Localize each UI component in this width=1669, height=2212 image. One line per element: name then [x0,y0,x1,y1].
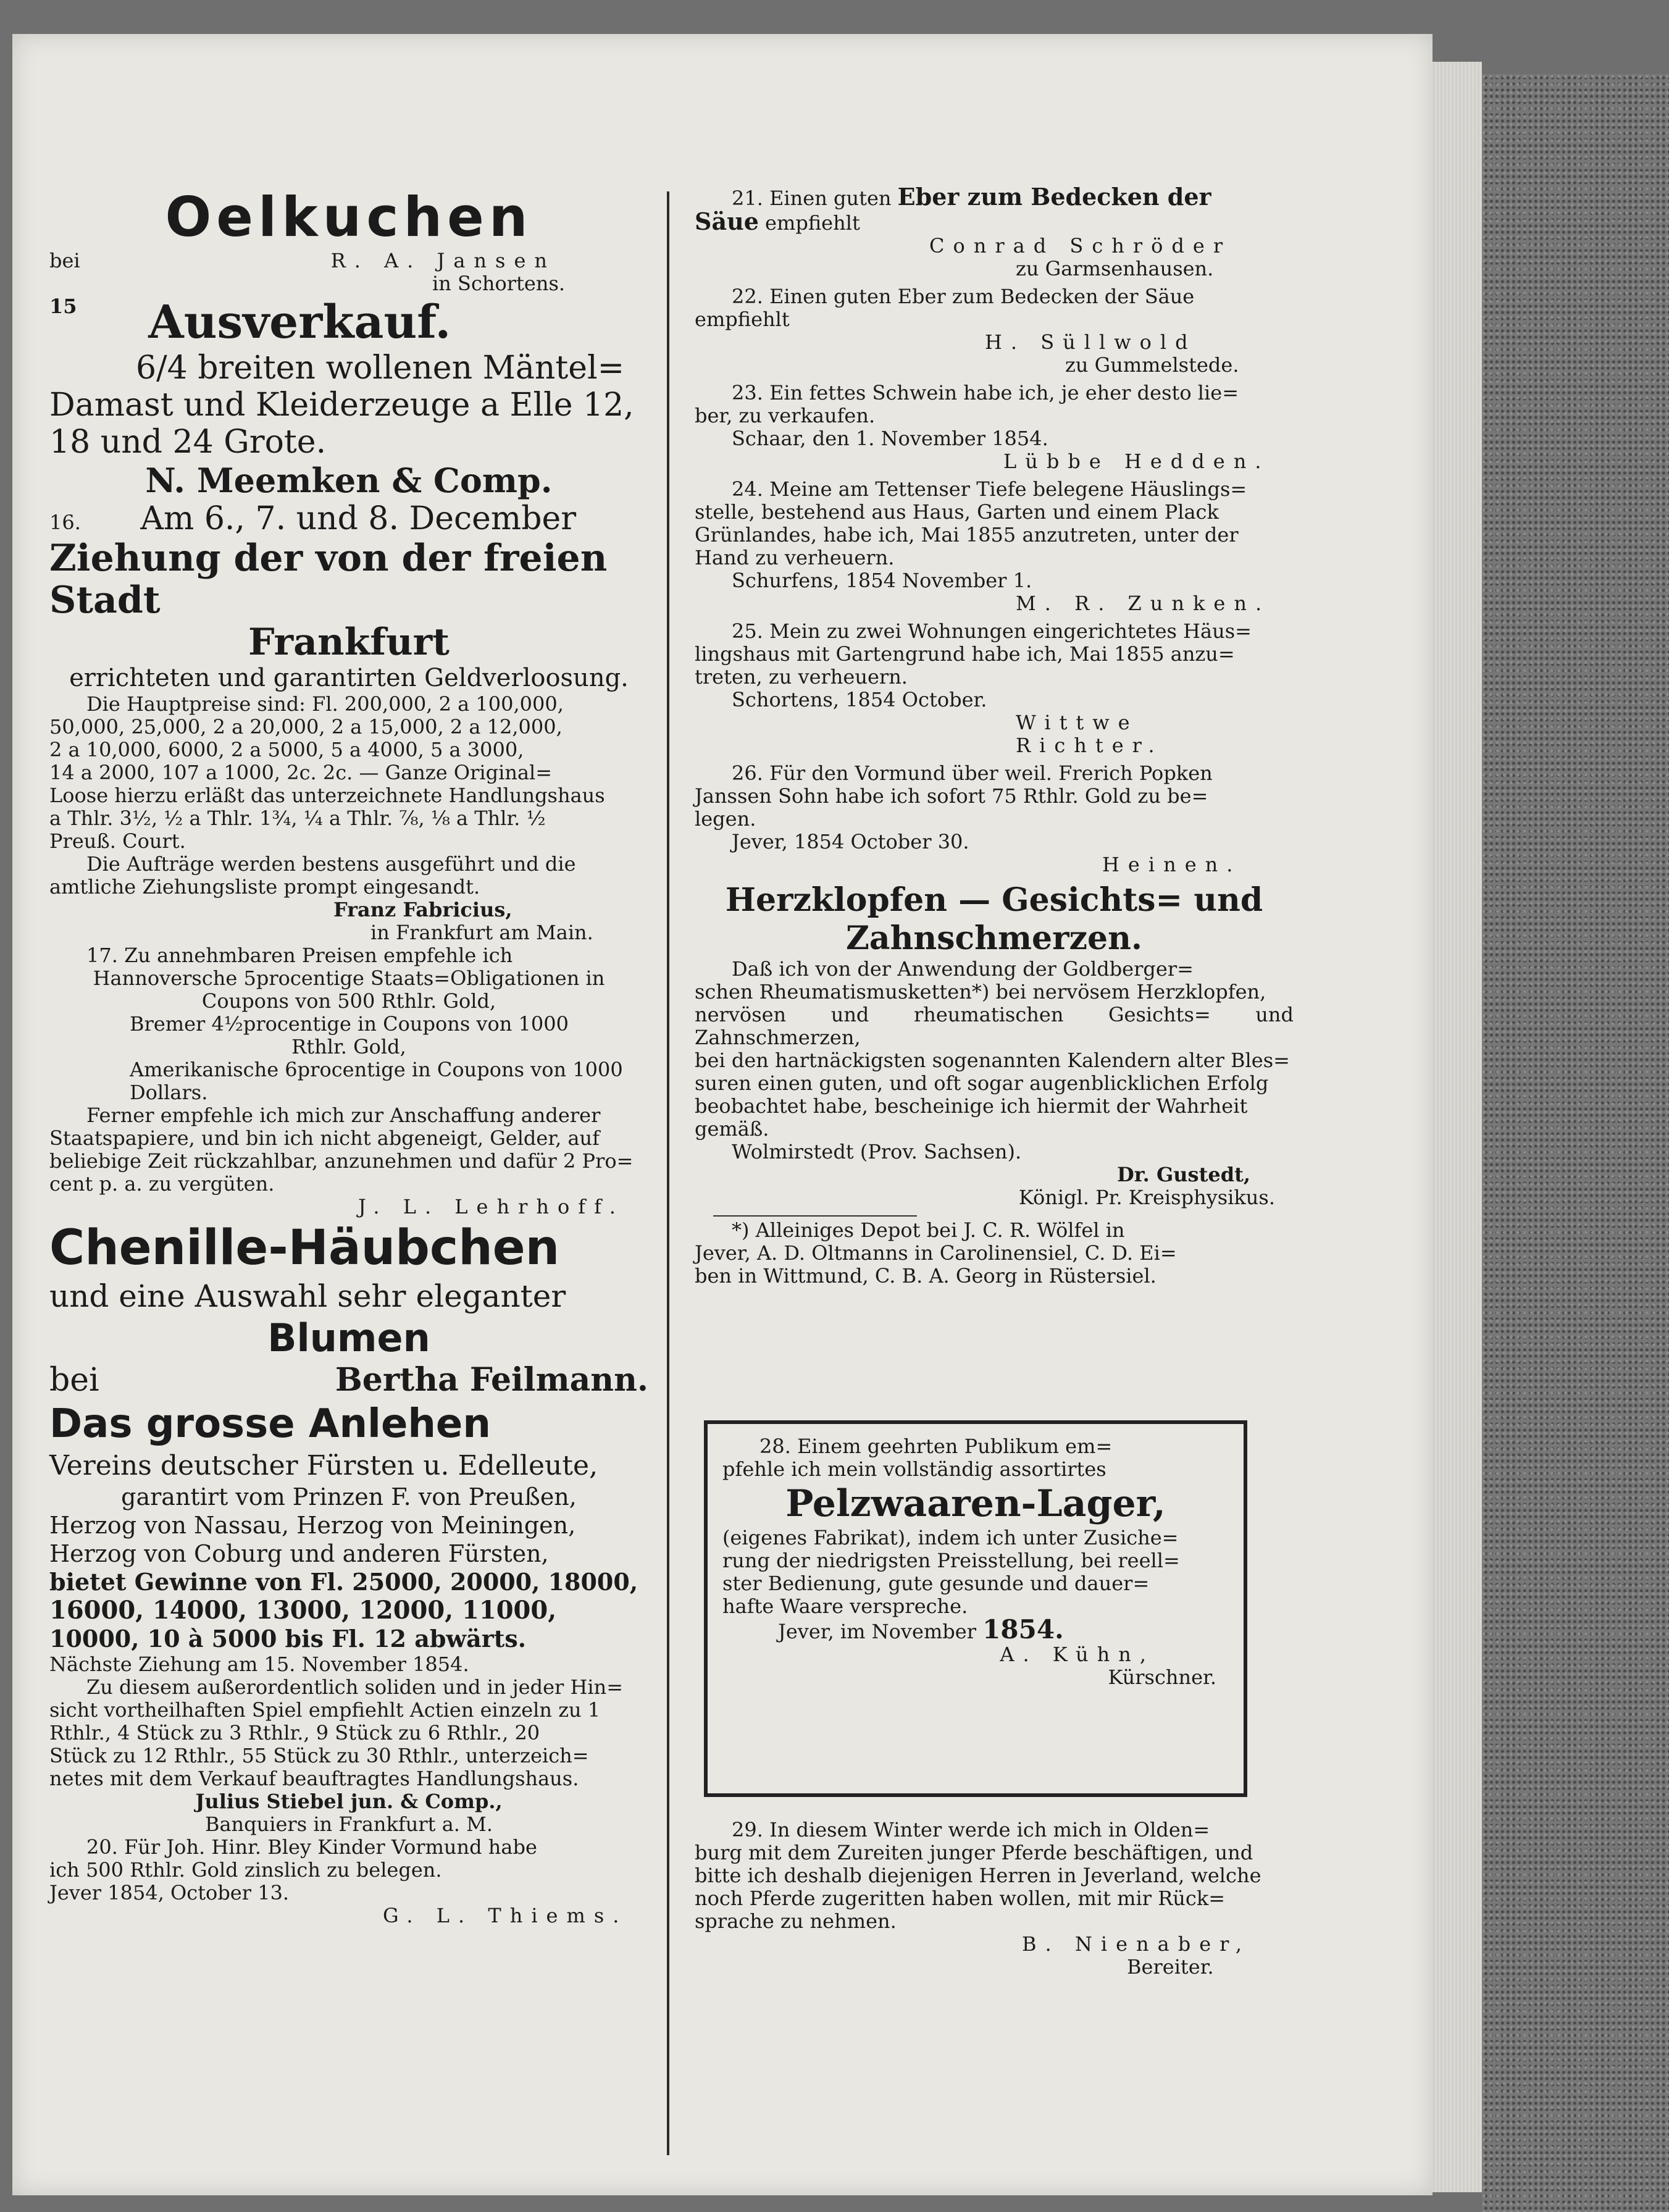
ad-text: nervösen und rheumatischen Gesichts= und Zahnschmerzen, [695,1003,1294,1049]
ad-text: bietet Gewinne von Fl. 25000, 20000, 18000, [49,1568,638,1596]
ad-text: gemäß. [695,1117,769,1141]
ad-bereiter [695,1819,1294,1979]
ad-text: treten, zu verheuern. [695,665,908,689]
ad-signature: Heinen. [1102,853,1242,876]
footnote: Jever, A. D. Oltmanns in Carolinensiel, C. D. Ei= [695,1241,1177,1265]
column-divider [667,191,669,2155]
ad-text: Hand zu verheuern. [695,546,895,569]
ad-place: Banquiers in Frankfurt a. M. [204,1812,493,1836]
ad-text: 29. In diesem Winter werde ich mich in Olden= [732,1818,1210,1841]
ad-text: 20. Für Joh. Hinr. Bley Kinder Vormund habe [86,1835,537,1859]
ad-text: suren einen guten, und oft sogar augenblicklichen Erfolg [695,1071,1269,1095]
ad-text: Jever, im November [778,1620,976,1643]
ad-title: Pelzwaaren-Lager, [785,1482,1166,1525]
ad-text: Zu diesem außerordentlich soliden und in jeder Hin= [86,1675,624,1699]
ad-text: Jever, 1854 October 30. [732,830,969,853]
ad-number: 16. [49,511,81,534]
ad-text: Grünlandes, habe ich, Mai 1855 anzutreten, unter der [695,523,1239,547]
ad-text: beliebige Zeit rückzahlbar, anzunehmen und dafür 2 Pro= [49,1149,634,1173]
ad-text: Janssen Sohn habe ich sofort 75 Rthlr. Gold zu be= [695,784,1208,808]
ad-signature: A. Kühn, [1000,1643,1155,1666]
ad-text: 23. Ein fettes Schwein habe ich, je eher desto lie= [732,381,1239,404]
footnote: ben in Wittmund, C. B. A. Georg in Rüstersiel. [695,1264,1157,1288]
ad-signature: Julius Stiebel jun. & Comp., [195,1790,503,1813]
ad-title: Das grosse Anlehen [49,1401,491,1447]
ad-text: und eine Auswahl sehr eleganter [49,1278,566,1314]
ad-place: in Schortens. [432,272,566,295]
ad-text: bei [49,249,80,272]
ad-text: Damast und Kleiderzeuge a Elle 12, [49,387,634,424]
ad-signature: Franz Fabricius, [333,898,512,921]
ad-title: Ausverkauf. [148,296,451,349]
ad-text: Die Aufträge werden bestens ausgeführt und die [86,852,576,876]
ad-text: 25. Mein zu zwei Wohnungen eingerichtetes Häus= [732,619,1252,643]
footnote: *) Alleiniges Depot bei J. C. R. Wölfel in [732,1218,1125,1242]
ad-text: burg mit dem Zureiten junger Pferde beschäftigen, und [695,1841,1253,1864]
ad-text: lingshaus mit Gartengrund habe ich, Mai 1855 anzu= [695,642,1235,666]
ad-pelzwaaren-box [704,1420,1247,1797]
ad-text: Jever 1854, October 13. [49,1881,290,1904]
ad-eber-schroeder [695,185,1294,280]
left-column [49,185,648,1927]
ad-text: amtliche Ziehungsliste prompt eingesandt. [49,875,480,899]
ad-text: Säue [695,207,759,235]
ad-title: Oelkuchen [165,185,533,249]
ad-signature: M. R. Zunken. [1016,592,1271,615]
ad-anlehen [49,1399,648,1836]
ad-signature: R. A. Jansen [330,249,556,272]
ad-text: cent p. a. zu vergüten. [49,1172,275,1196]
ad-text: Stück zu 12 Rthlr., 55 Stück zu 30 Rthlr., unterzeich= [49,1744,589,1767]
ad-text: Hannoversche 5procentige Staats=Obligationen in [93,966,605,990]
ad-subtitle: Vereins deutscher Fürsten u. Edelleute, [49,1450,598,1481]
ad-text: hafte Waare verspreche. [722,1594,968,1618]
ad-text: Nächste Ziehung am 15. November 1854. [49,1653,469,1676]
ad-text: 28. Einem geehrten Publikum em= [759,1435,1113,1458]
ad-text: Eber zum Bedecken der [897,183,1211,211]
ad-title: Zahnschmerzen. [845,920,1143,957]
ad-text: 22. Einen guten Eber zum Bedecken der Säue [732,285,1195,308]
ad-text: bitte ich deshalb diejenigen Herren in Jeverland, welche [695,1864,1261,1887]
ad-text: 17. Zu annehmbaren Preisen empfehle ich [86,944,513,967]
ad-text: Staatspapiere, und bin ich nicht abgeneigt, Gelder, auf [49,1126,600,1150]
ad-text: Wolmirstedt (Prov. Sachsen). [732,1140,1022,1163]
ad-text: Bremer 4½procentige in Coupons von 1000 [130,1012,569,1036]
ad-place: zu Gummelstede. [1065,353,1239,377]
ad-text: Herzog von Nassau, Herzog von Meiningen, [49,1512,576,1539]
ad-chenille [49,1218,648,1399]
ad-text: 50,000, 25,000, 2 a 20,000, 2 a 15,000, 2 a 12,000, [49,715,563,739]
ad-text: (eigenes Fabrikat), indem ich unter Zusiche= [722,1526,1179,1549]
page-edge [1433,62,1482,2192]
ad-text: ich 500 Rthlr. Gold zinslich zu belegen. [49,1858,442,1882]
ad-place: Königl. Pr. Kreisphysikus. [1018,1186,1275,1209]
ad-herzklopfen [695,881,1294,1288]
ad-ausverkauf [49,295,648,500]
ad-date: Am 6., 7. und 8. December [140,500,577,537]
ad-text: Rthlr., 4 Stück zu 3 Rthlr., 9 Stück zu 6 Rthlr., 20 [49,1721,540,1745]
ad-text: noch Pferde zugeritten haben wollen, mit mir Rück= [695,1887,1226,1910]
ad-text: beobachtet habe, bescheinige ich hiermit der Wahrheit [695,1094,1248,1118]
right-column [695,185,1294,1288]
book-cover [1482,74,1669,2212]
ad-signature: Conrad Schröder [929,234,1232,258]
ad-signature: J. L. Lehrhoff. [358,1195,624,1218]
ad-text: 16000, 14000, 13000, 12000, 11000, [49,1596,557,1625]
ad-text: 21. Einen guten [732,186,892,210]
ad-text: garantirt vom Prinzen F. von Preußen, [121,1483,577,1510]
ad-signature: Bertha Feilmann. [335,1361,648,1399]
ad-text: Schaar, den 1. November 1854. [732,427,1048,450]
ad-text: Daß ich von der Anwendung der Goldberger= [732,957,1194,981]
ad-eber-suellwold [695,285,1294,377]
ad-title: Herzklopfen — Gesichts= und [725,881,1263,919]
ad-signature: Lübbe Hedden. [1003,450,1270,473]
ad-title: Blumen [267,1315,430,1360]
ad-text: Amerikanische 6procentige in Coupons von 1000 [130,1058,623,1081]
ad-text: sicht vortheilhaften Spiel empfiehlt Actien einzeln zu 1 [49,1698,601,1722]
ad-place: zu Garmsenhausen. [1016,257,1214,280]
ad-text: legen. [695,807,756,831]
ad-place: in Frankfurt am Main. [370,921,593,944]
ad-text: a Thlr. 3½, ½ a Thlr. 1¾, ¼ a Thlr. ⅞, ⅛ a Thlr. ½ [49,806,546,830]
ad-text: stelle, bestehend aus Haus, Garten und einem Plack [695,500,1219,524]
ad-place: Kürschner. [1108,1665,1216,1689]
ad-text: 10000, 10 à 5000 bis Fl. 12 abwärts. [49,1625,526,1653]
ad-text: Die Hauptpreise sind: Fl. 200,000, 2 a 100,000, [86,692,564,716]
footnote-rule [713,1215,917,1217]
ad-text: ster Bedienung, gute gesunde und dauer= [722,1572,1150,1595]
ad-text: sprache zu nehmen. [695,1909,897,1933]
ad-frankfurt-lottery [49,500,648,944]
ad-year: 1854. [982,1614,1064,1644]
ad-number: 15 [49,295,77,318]
ad-subtitle: errichteten und garantirten Geldverloosung. [69,664,629,692]
ad-oelkuchen [49,185,648,295]
ad-title: Ziehung der von der freien Stadt [49,537,608,622]
ad-text: Dollars. [130,1081,208,1104]
ad-text: empfiehlt [765,211,860,235]
ad-text: bei [49,1362,99,1399]
ad-wohnungen [695,620,1294,757]
ad-vormund [695,762,1294,876]
ad-text: 2 a 10,000, 6000, 2 a 5000, 5 a 4000, 5 a 3000, [49,738,524,761]
ad-text: netes mit dem Verkauf beauftragtes Handlungshaus. [49,1767,579,1790]
ad-text: Loose hierzu erläßt das unterzeichnete Handlungshaus [49,784,605,807]
ad-title: Chenille-Häubchen [49,1220,560,1276]
ad-text: ber, zu verkaufen. [695,404,876,427]
ad-text: Schurfens, 1854 November 1. [732,569,1032,592]
ad-schwein [695,382,1294,473]
ad-signature: Wittwe Richter. [1016,711,1163,757]
ad-text: rung der niedrigsten Preisstellung, bei reell= [722,1549,1180,1572]
ad-obligationen [49,944,648,1218]
ad-text: Ferner empfehle ich mich zur Anschaffung anderer [86,1104,601,1127]
ad-haeuslingsstelle [695,478,1294,615]
ad-text: empfiehlt [695,308,790,331]
ad-signature: G. L. Thiems. [383,1904,628,1927]
ad-text: 6/4 breiten wollenen Mäntel= [136,350,625,387]
ad-text: Preuß. Court. [49,829,186,853]
ad-text: 26. Für den Vormund über weil. Frerich Popken [732,761,1213,785]
ad-text: pfehle ich mein vollständig assortirtes [722,1457,1106,1481]
ad-text: 18 und 24 Grote. [49,424,327,461]
ad-text: Herzog von Coburg und anderen Fürsten, [49,1540,549,1567]
ad-text: Schortens, 1854 October. [732,688,987,711]
ad-text: Coupons von 500 Rthlr. Gold, [201,989,496,1013]
ad-signature: B. Nienaber, [1022,1932,1251,1956]
ad-title: Frankfurt [248,621,450,664]
ad-text: schen Rheumatismusketten*) bei nervösem Herzklopfen, [695,980,1266,1003]
ad-signature: Dr. Gustedt, [1117,1163,1250,1186]
ad-text: Rthlr. Gold, [291,1035,406,1058]
ad-signature: N. Meemken & Comp. [145,461,553,500]
ad-text: 24. Meine am Tettenser Tiefe belegene Häuslings= [732,477,1247,501]
ad-place: Bereiter. [1127,1955,1214,1979]
ad-text: bei den hartnäckigsten sogenannten Kalendern alter Bles= [695,1049,1290,1072]
ad-bley [49,1836,648,1927]
ad-signature: H. Süllwold [985,330,1197,354]
ad-text: 14 a 2000, 107 a 1000, 2c. 2c. — Ganze Original= [49,761,553,784]
